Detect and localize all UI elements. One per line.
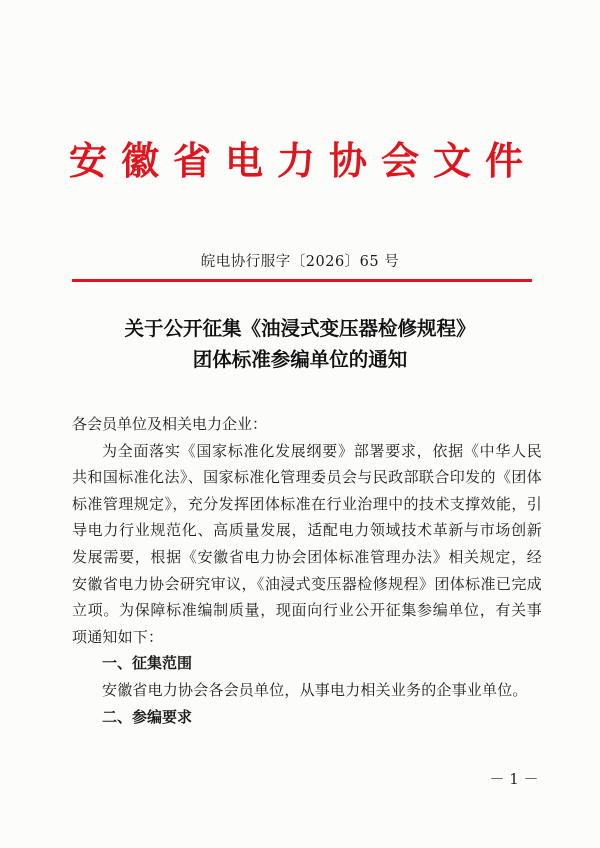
section-heading-scope: 一、征集范围 [102, 654, 193, 673]
document-title [0, 313, 600, 375]
document-title-line-2: 团体标准参编单位的通知 [192, 348, 408, 371]
document-number: 皖电协行服字〔2026〕65 号 [200, 254, 400, 270]
issuing-organization-header: 安徽省电力协会文件 [68, 138, 537, 183]
section-heading-requirements: 二、参编要求 [102, 707, 193, 726]
page-number: － 1 － [489, 770, 539, 788]
body-paragraph: 为全面落实《国家标准化发展纲要》部署要求，依据《中华人民共和国标准化法》、国家标准化管理委员会与民政部联合印发的《团体标准管理规定》，充分发挥团体标准在行业治理中的技术支撑效能，引导电力行业规范化、高质量发展，适配电力领域技术革新与市场创新发展需要，根据《安徽省电力协会团体标准管理办法》相关规定，经安徽省电力协会研究审议，《油浸式变压器检修规程》团体标准已完成立项。为保障标准编制质量，现面向行业公开征集参编单位，有关事项通知如下： [72, 441, 542, 646]
section-scope-text: 安徽省电力协会各会员单位，从事电力相关业务的企事业单位。 [102, 680, 528, 699]
salutation: 各会员单位及相关电力企业： [72, 415, 268, 433]
document-title-line-1: 关于公开征集《油浸式变压器检修规程》 [124, 317, 476, 340]
document-body [72, 411, 542, 730]
red-separator-line [72, 279, 532, 282]
